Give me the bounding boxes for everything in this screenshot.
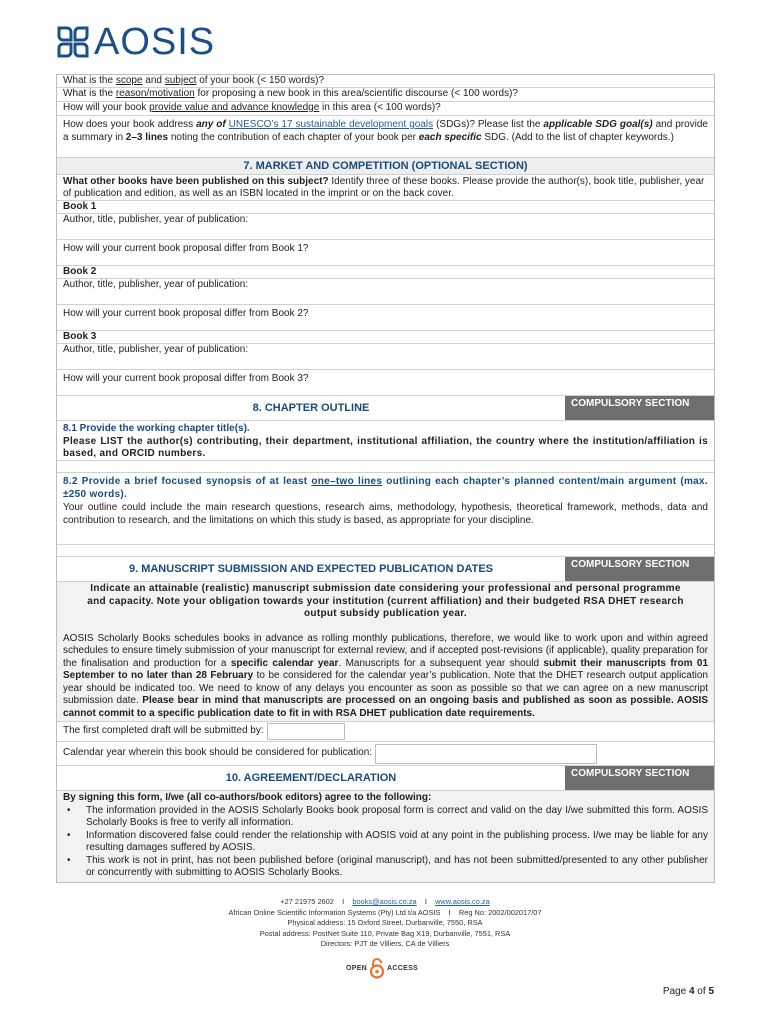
- text: (SDGs)? Please list the: [433, 119, 544, 130]
- text: and: [142, 75, 165, 86]
- text: scope: [115, 75, 143, 86]
- book-2-label: Book 2: [57, 266, 714, 279]
- text: applicable SDG goal(s): [543, 119, 653, 130]
- text: specific calendar year: [230, 657, 339, 669]
- text: SDG. (Add to the list of chapter keywords.): [481, 132, 674, 143]
- book-1-author-field[interactable]: Author, title, publisher, year of publication:: [57, 214, 714, 240]
- open-access-icon: [369, 957, 385, 979]
- footer-company: [0, 908, 770, 919]
- compulsory-badge: COMPULSORY SECTION: [565, 396, 714, 420]
- text: Reg No: 2002/002017/07: [458, 907, 542, 917]
- aosis-logo: [56, 21, 216, 63]
- text: noting the contribution of each chapter of your book per: [168, 132, 419, 143]
- section-10-body: [57, 791, 714, 883]
- text: +27 21975 2602: [280, 897, 334, 906]
- draft-date-label: The first completed draft will be submitted by:: [63, 725, 264, 737]
- section-10-title: 10. AGREEMENT/DECLARATION: [225, 772, 397, 784]
- reason-row[interactable]: [57, 88, 714, 102]
- book-1-label: Book 1: [57, 201, 714, 214]
- text: of: [694, 986, 709, 997]
- text: [63, 475, 708, 501]
- book-3-author-field[interactable]: Author, title, publisher, year of publication:: [57, 344, 714, 370]
- text: of your book (< 150 words)?: [196, 75, 325, 86]
- declaration-item: • Information discovered false could render the relationship with AOSIS void at any point in the publishing process. I/we may be liable for any resulting damages suffered by AOSIS.: [63, 830, 708, 855]
- section-9-intro: Indicate an attainable (realistic) manuscript submission date considering your professional and personal programme and capacity. Note your obligation towards your institution (current affiliation) and their budgeted RSA DHET research output subsidy publication year.: [87, 583, 684, 619]
- book-1-differ-field[interactable]: How will your current book proposal differ from Book 1?: [57, 240, 714, 266]
- logo-text: AOSIS: [94, 21, 216, 63]
- text: African Online Scientific Information Systems (Pty) Ltd t/a AOSIS: [228, 907, 441, 917]
- footer-postal: Postal address: PostNet Suite 110, Private Bag X19, Durbanville, 7551, RSA: [259, 928, 511, 938]
- section-9-header: [57, 557, 714, 582]
- text: in this area (< 100 words)?: [319, 102, 441, 113]
- text: How does your book address: [63, 119, 197, 130]
- text: and provide a summary in: [63, 119, 708, 143]
- text: outlining each chapter’s planned content/main argument (max. ±250 words).: [63, 476, 708, 500]
- text: to be considered for the calendar year’s publication. Note that the DHET research output application year should be indicated too. We need to know of any delays you encounter as soon as possible so that we can agree on a new manuscript submission date.: [63, 670, 708, 706]
- text: 2–3 lines: [125, 132, 169, 143]
- footer-directors: Directors: PJT de Villiers, CA de Villiers: [320, 939, 450, 948]
- value-row[interactable]: [57, 102, 714, 116]
- publication-year-label: Calendar year wherein this book should be considered for publication:: [63, 747, 373, 759]
- book-3-label: Book 3: [57, 331, 714, 344]
- text: I: [342, 897, 345, 906]
- footer-contact: [0, 897, 770, 908]
- text: What is the: [63, 75, 116, 86]
- text: What other books have been published on this subject?: [63, 176, 329, 187]
- text: Please LIST the author(s) contributing, their department, institutional affiliation, the country where the institution/affiliation is based, and ORCID numbers.: [63, 435, 708, 459]
- sdg-row[interactable]: [57, 116, 714, 158]
- section-9-body: [57, 582, 714, 722]
- section-8-header: [57, 396, 714, 421]
- publication-year-row: [57, 742, 714, 766]
- text: subject: [164, 75, 197, 86]
- text: . Manuscripts for a subsequent year should: [338, 657, 544, 669]
- chapter-titles-field[interactable]: [57, 421, 714, 461]
- website-link[interactable]: www.aosis.co.za: [435, 897, 490, 906]
- aosis-logo-icon: [56, 25, 90, 59]
- section-8-title: 8. CHAPTER OUTLINE: [252, 402, 370, 414]
- declaration-list: [63, 805, 708, 880]
- compulsory-badge: COMPULSORY SECTION: [565, 557, 714, 581]
- text: one–two lines: [311, 476, 383, 487]
- book-3-differ-field[interactable]: How will your current book proposal differ from Book 3?: [57, 370, 714, 396]
- draft-date-row: [57, 722, 714, 742]
- text: Please bear in mind that manuscripts are processed on an ongoing basis and published as soon as possible. AOSIS cannot commit to a specific publication date to fit in with RSA DHET publication date requirements.: [63, 695, 708, 719]
- text: How will your book: [63, 102, 150, 113]
- text: I: [424, 897, 427, 906]
- section-10-intro: By signing this form, I/we (all co-authors/book editors) agree to the following:: [63, 792, 432, 803]
- text: Page: [662, 986, 689, 997]
- text: provide value and advance knowledge: [149, 102, 320, 113]
- text: each specific: [418, 132, 482, 143]
- text: AOSIS Scholarly Books schedules books in advance as rolling monthly publications, therefore, we would like to work upon and within agreed schedules to ensure timely submission of your manuscript for external review, and if accepted post-revisions (if applicable), quality preparation for the finalisation and production for a: [63, 632, 708, 669]
- text: I: [448, 907, 451, 917]
- text: OPEN: [346, 964, 368, 972]
- section-9-paragraph: [57, 633, 714, 722]
- text: Identify three of these books. Please provide the author(s), book title, publisher, year of publication and edition, as well as an ISBN located in the imprint or on the back cover.: [63, 176, 705, 199]
- declaration-item: • The information provided in the AOSIS Scholarly Books book proposal form is correct and valid on the day I/we submitted this form. AOSIS Scholarly Books is free to verify all information.: [63, 805, 708, 830]
- text: 4: [688, 986, 695, 997]
- text: 8.2 Provide a brief focused synopsis of at least: [63, 476, 312, 487]
- compulsory-badge: COMPULSORY SECTION: [565, 766, 714, 790]
- page-number: [663, 986, 714, 997]
- text: submit their manuscripts from 01 September to no later than 28 February: [63, 657, 709, 681]
- scope-row[interactable]: [57, 74, 714, 88]
- text: ACCESS: [387, 964, 419, 972]
- declaration-item: • This work is not in print, has not been published before (original manuscript), and has not been submitted/presented to any other publisher or concurrently with submitting to AOSIS Scholarly Books.: [63, 855, 708, 880]
- divider: [57, 461, 714, 473]
- page-footer: [0, 897, 770, 950]
- text: any of: [196, 119, 226, 130]
- section-10-header: [57, 766, 714, 791]
- sdg-link[interactable]: UNESCO’s 17 sustainable development goals: [228, 119, 434, 130]
- book-2-author-field[interactable]: Author, title, publisher, year of publication:: [57, 279, 714, 305]
- divider: [57, 545, 714, 557]
- text: reason/motivation: [115, 88, 195, 99]
- text: 5: [708, 986, 714, 997]
- email-link[interactable]: books@aosis.co.za: [352, 897, 417, 906]
- text: 8.1 Provide the working chapter title(s).: [63, 423, 250, 434]
- section-9-title: 9. MANUSCRIPT SUBMISSION AND EXPECTED PUBLICATION DATES: [128, 563, 494, 575]
- chapter-synopsis-field[interactable]: [57, 473, 714, 545]
- text: for proposing a new book in this area/scientific discourse (< 100 words)?: [194, 88, 518, 99]
- proposal-form: [56, 74, 715, 883]
- open-access-logo: [346, 957, 418, 979]
- text: Your outline could include the main research questions, research aims, methodology, hypothesis, theoretical framework, methods, data and contribution to research, and the limitations on which this study is based, as appropriate for your discipline.: [63, 502, 708, 526]
- footer-physical: Physical address: 15 Oxford Street, Durbanville, 7550, RSA: [287, 918, 483, 927]
- draft-date-input[interactable]: [267, 723, 345, 740]
- book-2-differ-field[interactable]: How will your current book proposal differ from Book 2?: [57, 305, 714, 331]
- publication-year-input[interactable]: [375, 744, 597, 764]
- section-7-title: 7. MARKET AND COMPETITION (OPTIONAL SECTION): [57, 158, 714, 175]
- section-7-intro: [57, 175, 714, 201]
- text: What is the: [63, 88, 116, 99]
